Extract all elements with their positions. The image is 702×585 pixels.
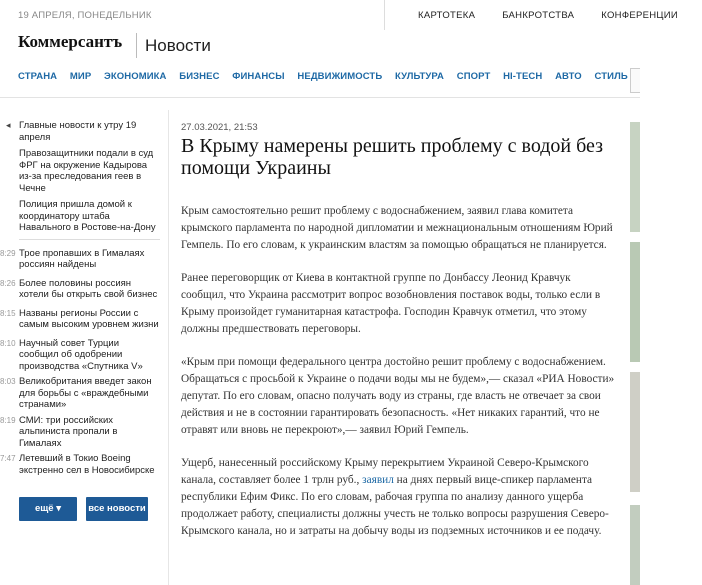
nav-sport[interactable]: СПОРТ <box>456 71 491 82</box>
top-links <box>418 10 702 21</box>
column-divider <box>168 110 169 585</box>
nav-stil[interactable]: СТИЛЬ <box>594 71 628 82</box>
right-banner-image[interactable] <box>630 122 640 232</box>
link-bankrotstva[interactable]: БАНКРОТСТВА <box>502 10 575 21</box>
chevron-down-icon: ▾ <box>56 503 61 514</box>
news-time: 8:15 <box>0 308 16 318</box>
right-banner-image[interactable] <box>630 242 640 362</box>
news-time: 7:47 <box>0 454 16 463</box>
nav-kultura[interactable]: КУЛЬТУРА <box>395 71 444 82</box>
source-link[interactable]: заявил <box>362 474 394 486</box>
nav-biznes[interactable]: БИЗНЕС <box>179 71 220 82</box>
nav-finansy[interactable]: ФИНАНСЫ <box>232 71 285 82</box>
news-time: 8:29 <box>0 248 16 258</box>
sidebar-divider <box>19 239 160 240</box>
top-story-title: Главные новости к утру 19 апреля <box>19 120 137 143</box>
news-title: СМИ: три российских альпиниста пропали в Гималаях <box>19 414 118 449</box>
nav-nedvizhimost[interactable]: НЕДВИЖИМОСТЬ <box>297 71 383 82</box>
news-item[interactable] <box>0 278 160 301</box>
topbar-divider <box>384 0 385 30</box>
news-time: 8:19 <box>0 415 16 425</box>
nav-mir[interactable]: МИР <box>69 71 92 82</box>
article-body <box>181 203 617 540</box>
article-paragraph: Ранее переговорщик от Киева в контактной группе по Донбассу Леонид Кравчук сообщил, что Украина рассмотрит вопрос возобновления поставок воды, только если в Крыму произойдет гуманитарная катастрофа. Господин Кравчук отметил, что этому должны предшествовать переговоры. <box>181 272 601 335</box>
more-news-button[interactable] <box>19 497 77 521</box>
news-item[interactable] <box>0 308 160 331</box>
chevron-left-icon: ◂ <box>6 120 11 130</box>
article <box>181 122 617 556</box>
news-title: Летевший в Токио Boeing экстренно сел в Новосибирске <box>19 453 155 476</box>
paragraph-text: на днях первый вице-спикер парламента республики Ефим Фикс. По его словам, рабочая группа по анализу данного ущерба продолжает работу, специалисты должны учесть не только вопросы разрушения Северо-Крымского канала, но и затраты на добычу воды из подземных источников и ее подачу. <box>181 474 609 537</box>
news-item[interactable] <box>0 248 160 271</box>
news-item[interactable] <box>0 453 160 476</box>
news-feed <box>0 248 160 477</box>
news-time: 8:26 <box>0 278 16 288</box>
news-title: Более половины россиян хотели бы открыть свой бизнес <box>19 277 158 300</box>
brand-separator <box>136 33 137 58</box>
nav-divider <box>0 97 640 98</box>
article-paragraph: «Крым при помощи федерального центра достойно решит проблему с водоснабжением. Обращаться с просьбой к Украине о подачи воды мы не будем»,— сказал «РИА Новости» депутат. По его словам, опасно получать воду из страны, где власть не отвечает за свои действия и не в состоянии гарантировать безопасность. «Нет никаких гарантий, что не отравят или вновь не перекроют»,— заявил Юрий Гемпель. <box>181 356 615 436</box>
news-title: Великобритания введет закон для борьбы с «враждебными странами» <box>19 376 152 410</box>
news-title: Названы регионы России с самым высоким уровнем жизни <box>19 307 159 330</box>
news-title: Научный совет Турции сообщил об одобрении производства «Спутника V» <box>19 337 143 372</box>
news-time: 8:03 <box>0 377 16 386</box>
top-story[interactable] <box>0 148 160 194</box>
news-sidebar <box>0 120 160 480</box>
nav-hitech[interactable]: HI-TECH <box>503 71 543 82</box>
top-story[interactable] <box>0 120 160 143</box>
top-bar <box>0 0 679 28</box>
all-news-button[interactable]: все новости <box>86 497 148 521</box>
link-konferencii[interactable]: КОНФЕРЕНЦИИ <box>601 10 679 21</box>
article-date: 27.03.2021, 21:53 <box>181 122 258 133</box>
right-banner-image[interactable] <box>630 505 640 585</box>
top-story-title: Правозащитники подали в суд ФРГ на окружение Кадырова из-за преследования геев в Чечне <box>19 148 154 194</box>
top-story-title: Полиция пришла домой к координатору штаба Навального в Ростове-на-Дону <box>19 199 156 233</box>
news-time: 8:10 <box>0 338 16 348</box>
top-story[interactable] <box>0 199 160 234</box>
nav-strana[interactable]: СТРАНА <box>18 71 58 82</box>
nav-ekonomika[interactable]: ЭКОНОМИКА <box>104 71 167 82</box>
news-title: Трое пропавших в Гималаях россиян найдены <box>19 247 145 270</box>
paragraph-text: Ущерб, нанесенный российскому Крыму перекрытием Украиной Северо-Крымского канала, составляет более 1 трлн руб., <box>181 457 589 486</box>
current-date: 19 АПРЕЛЯ, ПОНЕДЕЛЬНИК <box>18 10 152 21</box>
nav-avto[interactable]: АВТО <box>555 71 582 82</box>
news-item[interactable] <box>0 415 160 450</box>
article-paragraph <box>181 455 617 540</box>
nav-scroll-handle[interactable] <box>630 68 640 93</box>
section-title[interactable]: Новости <box>145 36 211 55</box>
right-banner-image[interactable] <box>630 372 640 492</box>
main-nav <box>18 71 638 82</box>
article-paragraph: Крым самостоятельно решит проблему с водоснабжением, заявил глава комитета крымского парламента по народной дипломатии и межнациональным отношениям Юрий Гемпель. По его словам, к украинским властям за помощью обращаться не планируется. <box>181 205 613 251</box>
article-title: В Крыму намерены решить проблему с водой без помощи Украины <box>181 135 604 179</box>
link-kartoteka[interactable]: КАРТОТЕКА <box>418 10 476 21</box>
news-item[interactable] <box>0 338 160 373</box>
more-news-label: ещё <box>34 503 54 514</box>
news-item[interactable] <box>0 376 160 411</box>
kommersant-logo[interactable]: Коммерсантъ <box>18 32 123 51</box>
